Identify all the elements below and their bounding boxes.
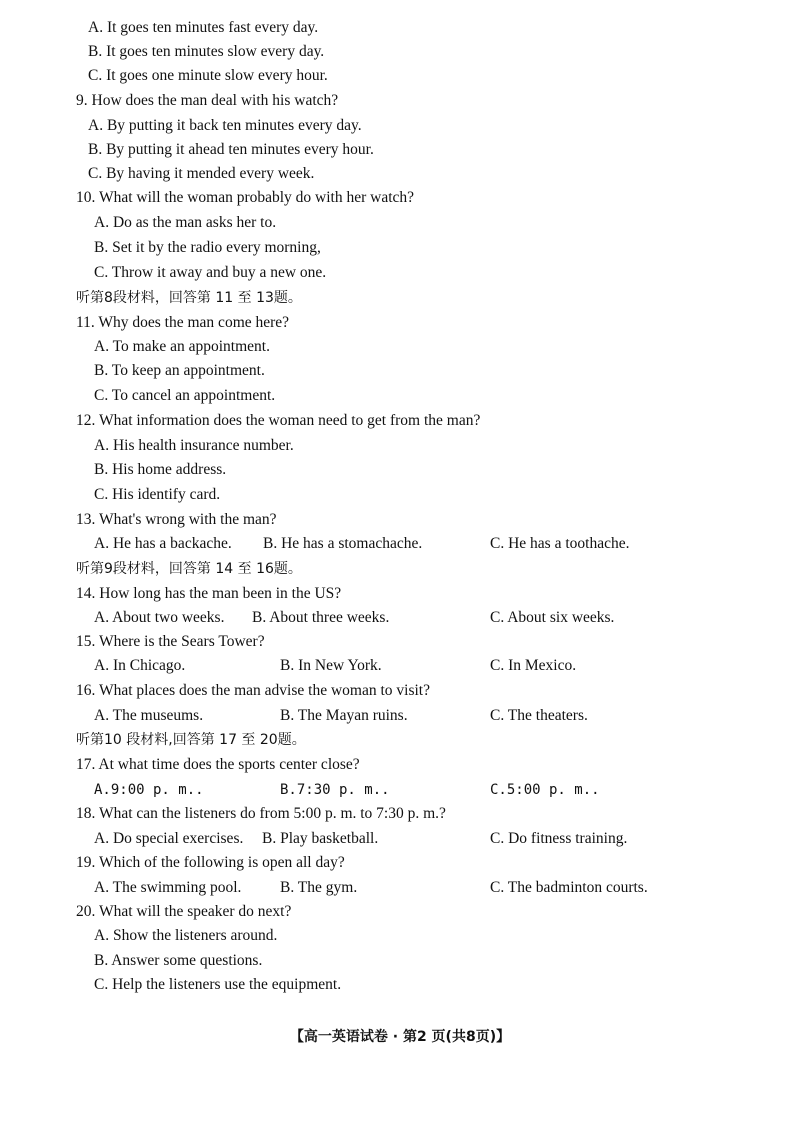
q8-option-c: C. It goes one minute slow every hour. (88, 67, 328, 84)
q14-option-b: B. About three weeks. (252, 609, 390, 626)
q17-option-b: B.7:30 p. m.. (280, 782, 390, 798)
page-footer: 【高一英语试卷 · 第2 页(共8页)】 (289, 1029, 511, 1045)
q18-option-a: A. Do special exercises. (94, 830, 244, 847)
q11-option-c: C. To cancel an appointment. (94, 387, 276, 404)
q10-option-a: A. Do as the man asks her to. (94, 214, 277, 231)
section-8-heading: 听第8段材料，回答第 11 至 13题。 (76, 290, 302, 306)
q17-option-a: A.9:00 p. m.. (94, 782, 204, 798)
q11-option-a: A. To make an appointment. (94, 338, 270, 355)
q20-option-a: A. Show the listeners around. (94, 927, 278, 944)
q19-question: 19. Which of the following is open all day? (76, 854, 345, 871)
q19-option-b: B. The gym. (280, 879, 358, 896)
q18-option-c: C. Do fitness training. (490, 830, 628, 847)
q15-option-c: C. In Mexico. (490, 657, 577, 674)
q17-question: 17. At what time does the sports center close? (76, 756, 360, 773)
q8-option-b: B. It goes ten minutes slow every day. (88, 43, 325, 60)
q10-question: 10. What will the woman probably do with her watch? (76, 189, 415, 206)
q19-option-c: C. The badminton courts. (490, 879, 648, 896)
q15-option-b: B. In New York. (280, 657, 382, 674)
q20-option-c: C. Help the listeners use the equipment. (94, 976, 342, 993)
q18-question: 18. What can the listeners do from 5:00 p. m. to 7:30 p. m.? (76, 805, 446, 822)
q14-option-a: A. About two weeks. (94, 609, 225, 626)
q18-option-b: B. Play basketball. (262, 830, 379, 847)
q15-question: 15. Where is the Sears Tower? (76, 633, 265, 650)
q12-option-c: C. His identify card. (94, 486, 221, 503)
q13-option-b: B. He has a stomachache. (263, 535, 423, 552)
q20-question: 20. What will the speaker do next? (76, 903, 292, 920)
section-10-heading: 听第10 段材料,回答第 17 至 20题。 (76, 732, 306, 748)
q16-option-a: A. The museums. (94, 707, 204, 724)
q13-option-a: A. He has a backache. (94, 535, 232, 552)
q19-option-a: A. The swimming pool. (94, 879, 242, 896)
q11-question: 11. Why does the man come here? (76, 314, 290, 331)
q11-option-b: B. To keep an appointment. (94, 362, 265, 379)
q9-question: 9. How does the man deal with his watch? (76, 92, 339, 109)
q10-option-c: C. Throw it away and buy a new one. (94, 264, 327, 281)
q8-option-a: A. It goes ten minutes fast every day. (88, 19, 319, 36)
q13-question: 13. What's wrong with the man? (76, 511, 277, 528)
q20-option-b: B. Answer some questions. (94, 952, 263, 969)
section-9-heading: 听第9段材料，回答第 14 至 16题。 (76, 561, 302, 577)
q16-option-b: B. The Mayan ruins. (280, 707, 408, 724)
q9-option-c: C. By having it mended every week. (88, 165, 315, 182)
q13-option-c: C. He has a toothache. (490, 535, 630, 552)
q14-question: 14. How long has the man been in the US? (76, 585, 342, 602)
q17-option-c: C.5:00 p. m.. (490, 782, 600, 798)
q15-option-a: A. In Chicago. (94, 657, 186, 674)
q16-question: 16. What places does the man advise the woman to visit? (76, 682, 430, 699)
q10-option-b: B. Set it by the radio every morning, (94, 239, 321, 256)
q12-question: 12. What information does the woman need to get from the man? (76, 412, 481, 429)
q12-option-a: A. His health insurance number. (94, 437, 294, 454)
q9-option-b: B. By putting it ahead ten minutes every hour. (88, 141, 374, 158)
q16-option-c: C. The theaters. (490, 707, 588, 724)
q12-option-b: B. His home address. (94, 461, 227, 478)
q14-option-c: C. About six weeks. (490, 609, 615, 626)
q9-option-a: A. By putting it back ten minutes every day. (88, 117, 362, 134)
